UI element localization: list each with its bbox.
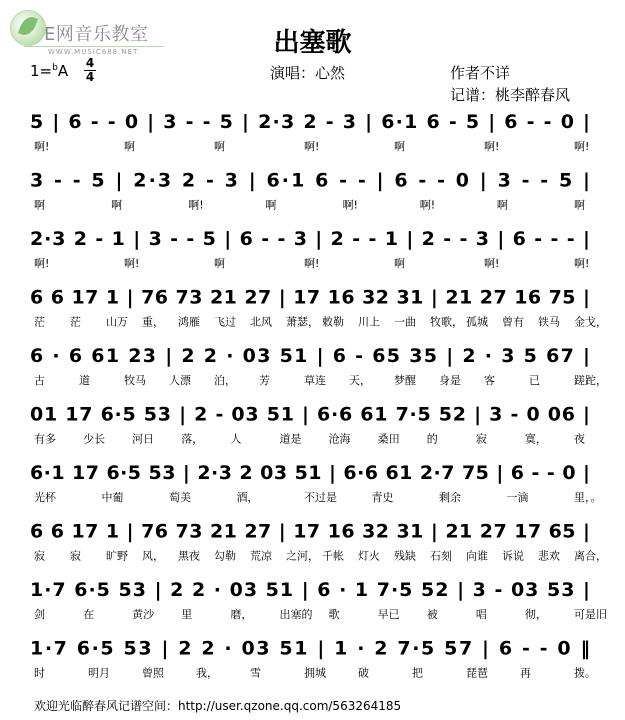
lyric-syllable: 牧马 xyxy=(124,374,146,387)
lyric-syllable: 天， xyxy=(349,374,371,387)
key-flat: b xyxy=(52,63,58,73)
lyric-syllable: 出塞的 xyxy=(279,608,313,621)
lyric-syllable: 离合， xyxy=(574,549,607,563)
lyric-syllable: 萧瑟， xyxy=(286,315,319,329)
footer-note: 欢迎光临醉春风记谱空间：http://user.qzone.qq.com/563264185 xyxy=(34,699,402,713)
lyric-syllable: 歌 xyxy=(328,608,340,621)
lyric-syllable: 泊， xyxy=(214,374,236,387)
lyric-syllable: 啊 xyxy=(394,257,405,270)
lyric-syllable: 沧海 xyxy=(328,432,351,446)
notes-line: 01 17 6·5 53 | 2 - 03 51 | 6·6 61 7·5 52 | 3 - 0 06 | xyxy=(30,403,590,426)
lyric-syllable: 磨， xyxy=(230,608,253,621)
lyric-syllable: 黄沙 xyxy=(132,608,155,621)
lyric-syllable: 北风 xyxy=(250,315,272,329)
lyric-syllable: 光杯 xyxy=(34,491,56,504)
lyric-syllable: 时 xyxy=(34,666,45,680)
lyric-syllable: 再 xyxy=(520,666,531,680)
lyric-syllable: 客 xyxy=(484,374,495,387)
lyric-syllable: 啊! xyxy=(124,257,140,270)
lyric-syllable: 金戈， xyxy=(574,315,607,329)
lyric-syllable: 勾勒 xyxy=(214,549,236,563)
lyric-syllable: 道是 xyxy=(279,432,302,446)
lyric-syllable: 啊 xyxy=(214,257,225,270)
key-note: A xyxy=(57,62,69,80)
notes-line: 5 | 6 - - 0 | 3 - - 5 | 2·3 2 - 3 | 6·1 6 - 5 | 6 - - 0 | xyxy=(30,111,590,133)
lyric-syllable: 啊! xyxy=(574,257,590,270)
lyric-syllable: 唱 xyxy=(475,608,487,621)
lyric-syllable: 彻， xyxy=(524,608,547,621)
lyric-syllable: 茫 xyxy=(34,315,45,329)
lyric-syllable: 把 xyxy=(412,666,423,680)
lyric-syllable: 啊! xyxy=(484,140,500,153)
notes-line: 6 · 6 61 23 | 2 2 · 03 51 | 6 - 65 35 | 2 · 3 5 67 | xyxy=(30,345,590,367)
lyric-syllable: 一滴 xyxy=(506,491,529,504)
lyric-syllable: 啊! xyxy=(342,198,358,212)
transcriber-credit: 记谱：桃李醉春风 xyxy=(450,86,571,104)
lyric-syllable: 啊! xyxy=(304,257,320,270)
lyric-syllable: 之河， xyxy=(286,549,319,563)
lyric-syllable: 蹉跎， xyxy=(574,374,607,387)
lyric-syllable: 少长 xyxy=(83,432,106,446)
lyric-syllable: 梦醒 xyxy=(394,374,416,387)
lyric-syllable: 人漂 xyxy=(169,374,191,387)
lyric-syllable: 拨。 xyxy=(574,666,596,680)
lyric-syllable: 曾照 xyxy=(142,666,164,680)
lyric-syllable: 古 xyxy=(34,374,45,387)
time-top: 4 xyxy=(85,56,95,70)
logo-title: E网音乐教室 xyxy=(44,24,149,45)
lyric-syllable: 鸿雁 xyxy=(178,315,200,329)
lyric-syllable: 山万 xyxy=(106,315,128,329)
logo-url: WWW.MUSIC688.NET xyxy=(48,48,139,56)
lyric-syllable: 啊! xyxy=(484,257,500,270)
lyric-syllable: 道 xyxy=(79,374,90,387)
lyric-syllable: 茫 xyxy=(70,315,81,329)
lyric-syllable: 寂 xyxy=(475,432,487,446)
lyric-syllable: 牧歌， xyxy=(430,315,463,329)
lyric-syllable: 啊! xyxy=(304,140,320,153)
lyric-syllable: 啊! xyxy=(574,140,590,153)
lyric-syllable: 草连 xyxy=(304,374,326,387)
lyric-syllable: 中葡 xyxy=(101,491,124,504)
lyric-syllable: 一曲 xyxy=(394,315,416,329)
lyric-syllable: 啊! xyxy=(34,140,50,153)
notes-line: 2·3 2 - 1 | 3 - - 5 | 6 - - 3 | 2 - - 1 | 2 - - 3 | 6 - - - | xyxy=(30,228,590,250)
lyric-syllable: 剑 xyxy=(34,608,45,621)
lyric-syllable: 琵琶 xyxy=(466,666,488,680)
notes-line: 6 6 17 1 | 76 73 21 27 | 17 16 32 31 | 21 27 16 75 | xyxy=(30,286,590,309)
lyric-syllable: 里，。 xyxy=(574,491,602,504)
key-prefix: 1= xyxy=(30,62,53,80)
lyric-syllable: 悲欢 xyxy=(538,549,560,563)
lyric-syllable: 诉说 xyxy=(502,549,524,563)
lyric-syllable: 不过是 xyxy=(304,491,337,504)
lyric-syllable: 黑夜 xyxy=(178,549,200,563)
lyric-syllable: 有多 xyxy=(34,432,56,446)
lyric-syllable: 曾有 xyxy=(502,315,524,329)
lyric-syllable: 啊 xyxy=(265,198,277,212)
lyric-syllable: 早已 xyxy=(377,608,400,621)
lyric-syllable: 酒， xyxy=(236,491,259,504)
lyric-syllable: 已 xyxy=(529,374,540,387)
lyric-syllable: 啊! xyxy=(34,257,50,270)
lyric-syllable: 里 xyxy=(181,608,193,621)
notes-line: 1·7 6·5 53 | 2 2 · 03 51 | 1 · 2 7·5 57 | 6 - - 0 ‖ xyxy=(30,637,590,660)
lyric-syllable: 铁马 xyxy=(538,315,560,329)
lyric-syllable: 啊! xyxy=(419,198,436,212)
lyric-syllable: 人 xyxy=(230,432,242,446)
notes-line: 1·7 6·5 53 | 2 2 · 03 51 | 6 · 1 7·5 52 | 3 - 03 53 | xyxy=(30,579,590,601)
lyric-syllable: 青史 xyxy=(371,491,394,504)
lyric-syllable: 萄美 xyxy=(169,491,191,504)
lyric-syllable: 啊 xyxy=(496,198,508,212)
lyric-syllable: 千帐 xyxy=(322,549,344,563)
lyric-syllable: 身是 xyxy=(439,374,461,387)
lyric-syllable: 荒凉 xyxy=(250,549,272,563)
lyric-syllable: 芳 xyxy=(259,374,270,387)
lyric-syllable: 旷野 xyxy=(106,549,128,563)
lyric-syllable: 敕勒 xyxy=(322,315,344,329)
lyric-syllable: 的 xyxy=(426,432,438,446)
lyric-syllable: 啊 xyxy=(574,198,585,212)
time-bottom: 4 xyxy=(85,70,95,84)
lyric-syllable: 我， xyxy=(196,666,218,680)
lyric-syllable: 残缺 xyxy=(394,549,416,563)
lyric-syllable: 寂 xyxy=(70,549,81,563)
lyric-syllable: 重， xyxy=(142,315,164,329)
lyric-syllable: 在 xyxy=(83,608,95,621)
lyric-syllable: 石刻 xyxy=(430,549,452,563)
lyric-syllable: 灯火 xyxy=(358,549,380,563)
lyric-syllable: 啊 xyxy=(124,140,135,153)
singer-credit: 演唱：心然 xyxy=(270,64,346,82)
lyric-syllable: 啊 xyxy=(214,140,225,153)
lyric-syllable: 飞过 xyxy=(214,315,236,329)
lyric-syllable: 啊 xyxy=(111,198,123,212)
lyric-syllable: 剩余 xyxy=(439,491,461,504)
lyric-syllable: 向谁 xyxy=(466,549,488,563)
lyric-syllable: 破 xyxy=(358,666,369,680)
notes-line: 6 6 17 1 | 76 73 21 27 | 17 16 32 31 | 21 27 17 65 | xyxy=(30,520,590,543)
lyric-syllable: 寂 xyxy=(34,549,45,563)
lyric-syllable: 风， xyxy=(142,549,164,563)
lyric-syllable: 啊 xyxy=(34,198,45,212)
lyric-syllable: 被 xyxy=(426,608,438,621)
lyric-syllable: 拥城 xyxy=(304,666,326,680)
song-title: 出塞歌 xyxy=(273,28,352,58)
lyric-syllable: 落， xyxy=(181,432,204,446)
lyric-syllable: 明月 xyxy=(88,666,110,680)
lyric-syllable: 川上 xyxy=(358,315,380,329)
lyric-syllable: 啊! xyxy=(188,198,204,212)
lyric-syllable: 寞， xyxy=(524,432,547,446)
lyric-syllable: 雪 xyxy=(250,666,261,680)
notes-line: 6·1 17 6·5 53 | 2·3 2 03 51 | 6·6 61 2·7 75 | 6 - - 0 | xyxy=(30,462,590,484)
lyric-syllable: 啊 xyxy=(394,140,405,153)
notes-line: 3 - - 5 | 2·3 2 - 3 | 6·1 6 - - | 6 - - 0 | 3 - - 5 | xyxy=(30,169,591,192)
lyric-syllable: 孤城 xyxy=(466,315,488,329)
lyric-syllable: 桑田 xyxy=(377,432,400,446)
lyric-syllable: 河日 xyxy=(132,432,155,446)
lyric-syllable: 可是旧 xyxy=(574,608,607,621)
lyricist-credit: 作者不详 xyxy=(450,64,511,82)
lyric-syllable: 夜 xyxy=(574,432,585,446)
